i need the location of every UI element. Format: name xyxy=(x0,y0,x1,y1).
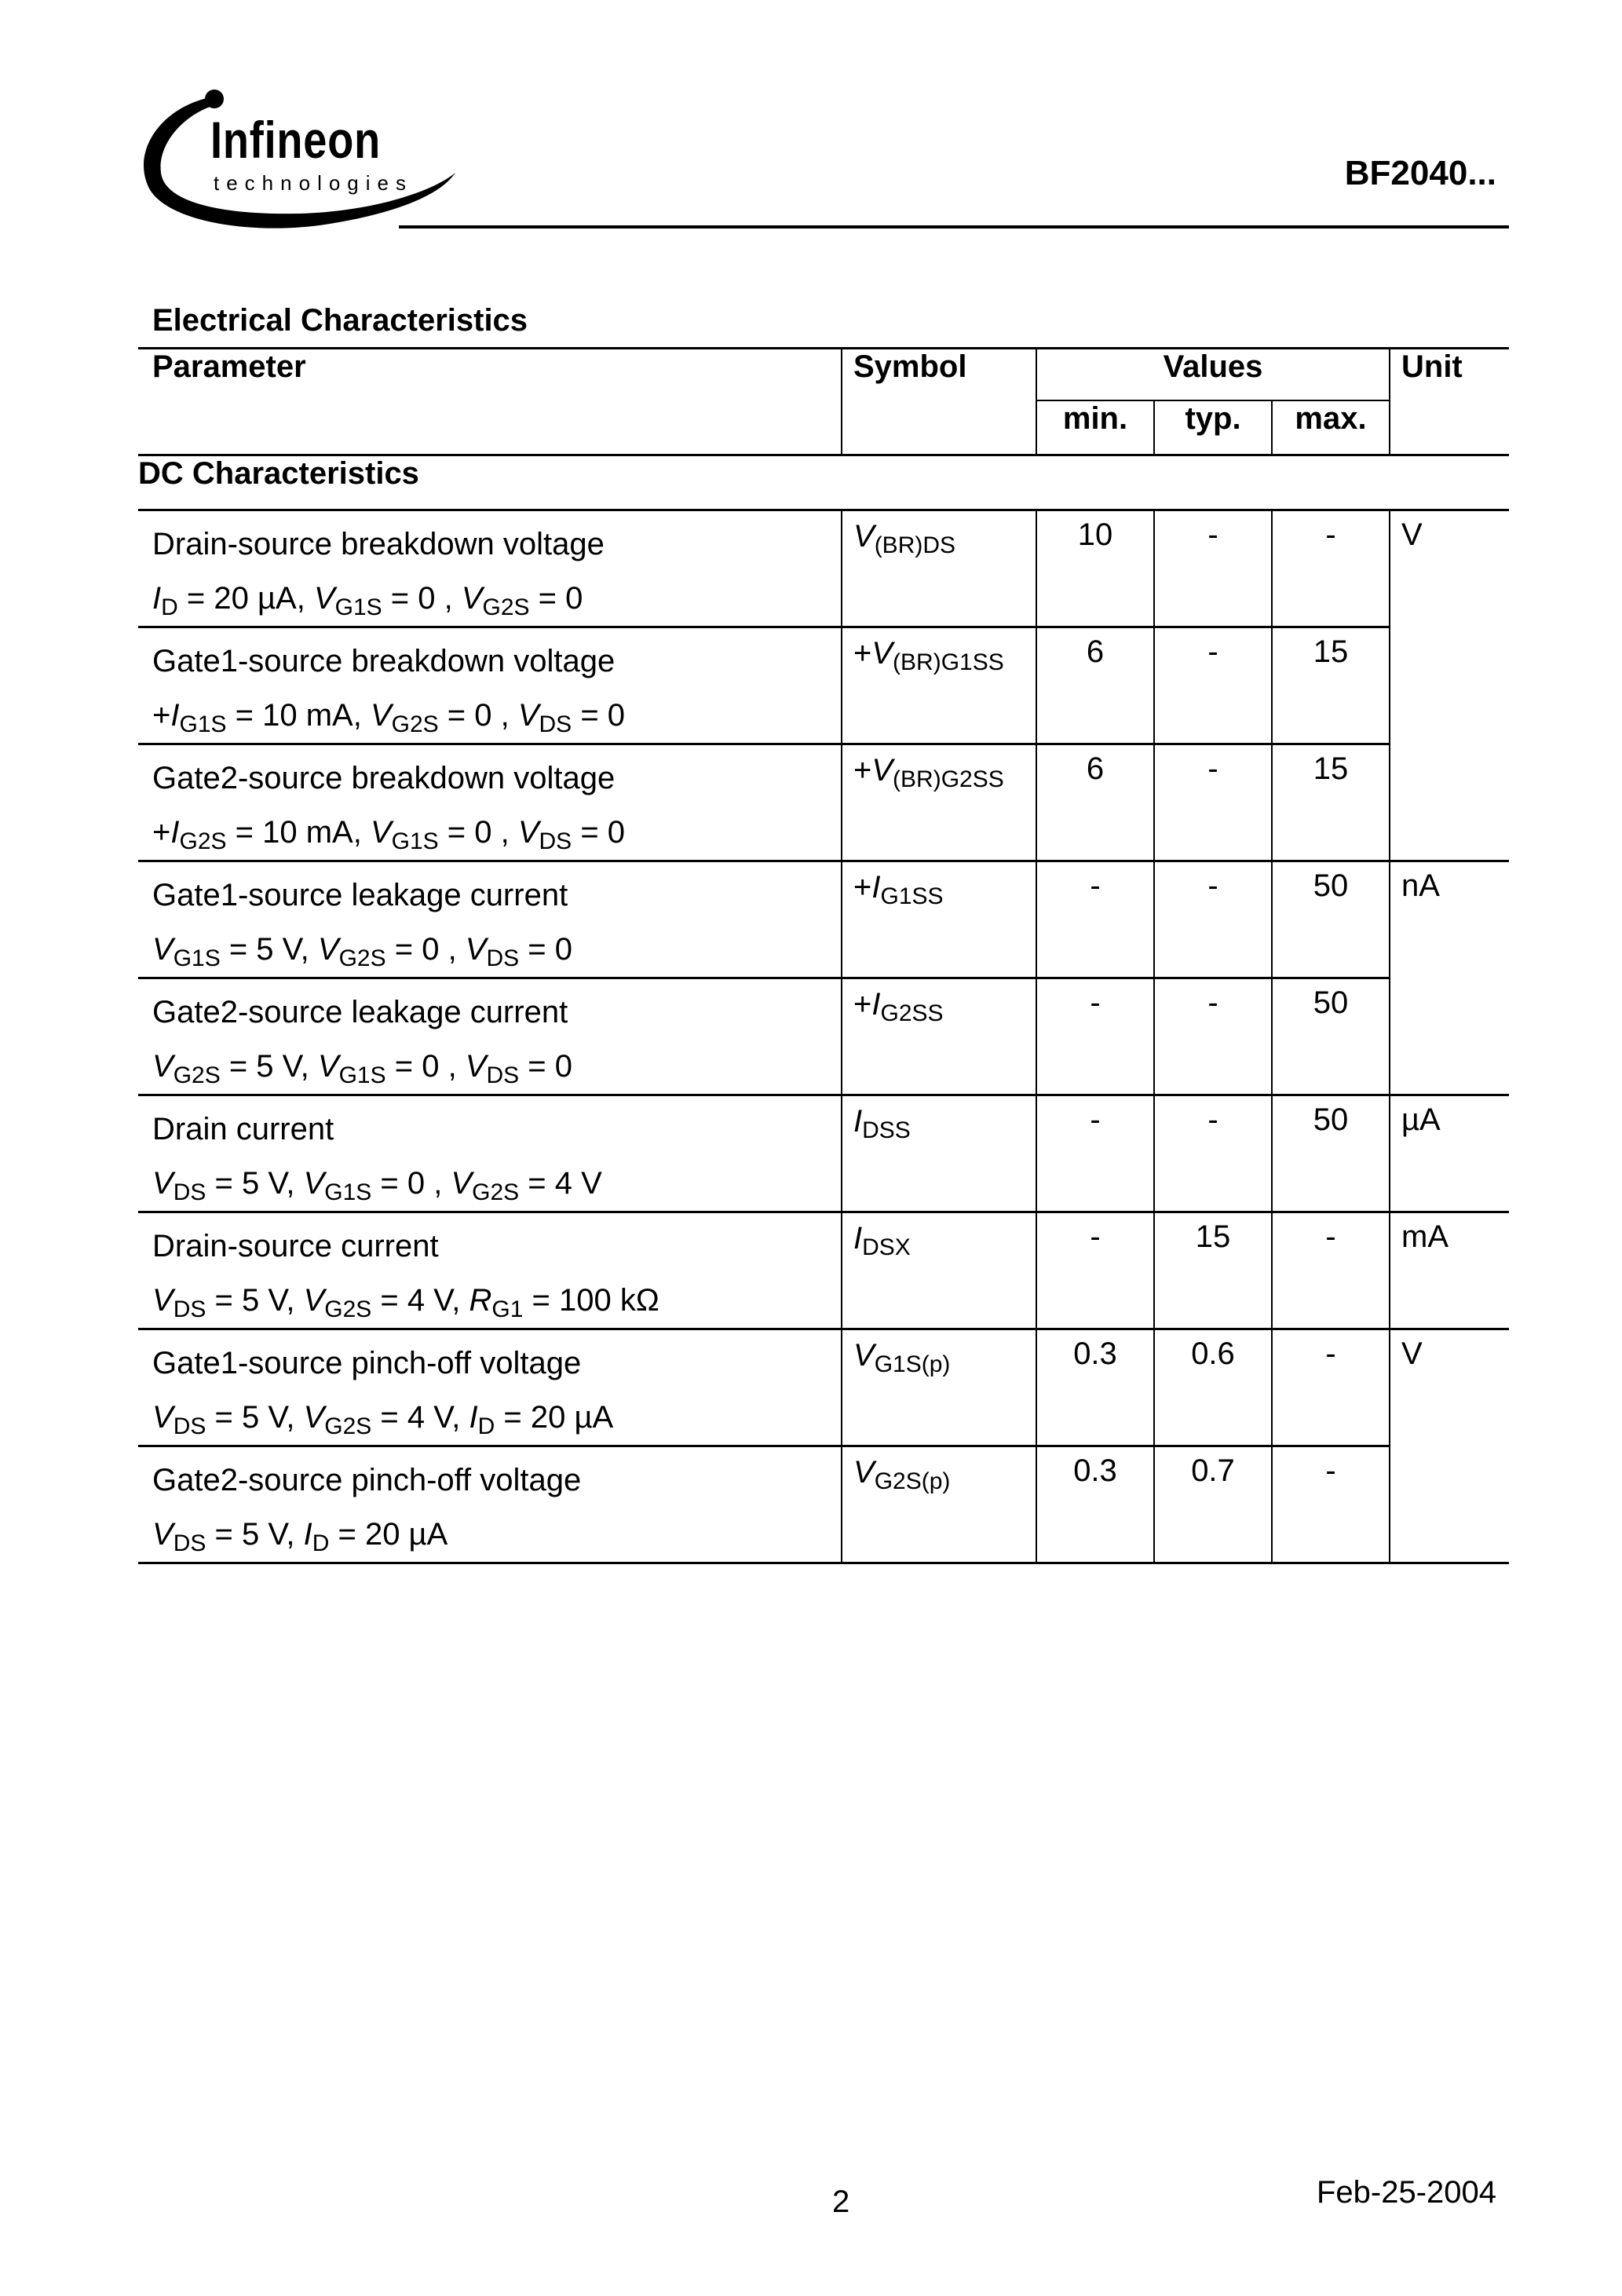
min-cell: - xyxy=(1036,978,1154,1095)
test-condition: $V_{G1S} = 5$ V, $V_{G2S} = 0$ , $V_{DS} = 0$ xyxy=(152,932,573,971)
table-row xyxy=(138,510,1509,627)
col-header-max: max. xyxy=(1272,400,1390,455)
typ-cell: - xyxy=(1154,1095,1272,1212)
test-condition: $+I_{G2S} = 10$ mA, $V_{G1S} = 0$ , $V_{DS} = 0$ xyxy=(152,815,626,854)
table-row xyxy=(138,861,1509,978)
unit-cell xyxy=(1390,744,1509,861)
min-cell: - xyxy=(1036,861,1154,978)
min-cell: 0.3 xyxy=(1036,1446,1154,1563)
logo-wordmark: Infineon xyxy=(210,111,381,169)
parameter-name: Gate2-source breakdown voltage xyxy=(152,761,616,795)
table-row xyxy=(138,978,1509,1095)
min-cell: 0.3 xyxy=(1036,1329,1154,1446)
parameter-name: Drain-source breakdown voltage xyxy=(152,527,605,561)
table-row xyxy=(138,1212,1509,1329)
typ-cell: - xyxy=(1154,510,1272,627)
symbol-cell: $+I_{G2SS}$ xyxy=(842,978,1036,1095)
parameter-name: Gate2-source leakage current xyxy=(152,995,568,1029)
max-cell: - xyxy=(1272,1212,1390,1329)
document-id: BF2040... xyxy=(1344,154,1496,192)
parameter-cell xyxy=(138,510,842,627)
symbol-cell: $I_{DSX}$ xyxy=(842,1212,1036,1329)
parameter-cell xyxy=(138,1212,842,1329)
table-row xyxy=(138,1329,1509,1446)
parameter-cell xyxy=(138,744,842,861)
typ-cell: - xyxy=(1154,627,1272,744)
typ-cell: 15 xyxy=(1154,1212,1272,1329)
max-cell: - xyxy=(1272,1329,1390,1446)
max-cell: 50 xyxy=(1272,978,1390,1095)
infineon-logo xyxy=(133,79,463,236)
table-row xyxy=(138,1446,1509,1563)
symbol-cell: $+V_{(BR)G2SS}$ xyxy=(842,744,1036,861)
parameter-cell xyxy=(138,1095,842,1212)
max-cell: 50 xyxy=(1272,861,1390,978)
col-header-min: min. xyxy=(1036,400,1154,455)
unit-cell xyxy=(1390,627,1509,744)
min-cell: 6 xyxy=(1036,627,1154,744)
unit-cell: mA xyxy=(1390,1212,1509,1329)
parameter-name: Gate1-source breakdown voltage xyxy=(152,644,616,678)
symbol-cell: $V_{(BR)DS}$ xyxy=(842,510,1036,627)
max-cell: 50 xyxy=(1272,1095,1390,1212)
group-row xyxy=(138,455,1509,510)
table-row xyxy=(138,744,1509,861)
symbol-cell: $V_{G2S(p)}$ xyxy=(842,1446,1036,1563)
electrical-characteristics-table xyxy=(138,347,1509,1564)
parameter-cell xyxy=(138,1446,842,1563)
col-header-parameter: Parameter xyxy=(138,349,842,455)
max-cell: - xyxy=(1272,510,1390,627)
parameter-name: Gate1-source pinch-off voltage xyxy=(152,1346,582,1380)
test-condition: $V_{DS} = 5$ V, $V_{G2S} = 4$ V, $R_{G1} = 100$ kΩ xyxy=(152,1283,659,1322)
unit-cell xyxy=(1390,1446,1509,1563)
test-condition: $I_D = 20$ µA, $V_{G1S} = 0$ , $V_{G2S} = 0$ xyxy=(152,581,583,620)
max-cell: 15 xyxy=(1272,744,1390,861)
col-header-unit: Unit xyxy=(1390,349,1509,455)
symbol-cell: $+I_{G1SS}$ xyxy=(842,861,1036,978)
symbol-cell: $I_{DSS}$ xyxy=(842,1095,1036,1212)
symbol-cell: $+V_{(BR)G1SS}$ xyxy=(842,627,1036,744)
unit-cell: V xyxy=(1390,510,1509,627)
typ-cell: - xyxy=(1154,744,1272,861)
symbol-cell: $V_{G1S(p)}$ xyxy=(842,1329,1036,1446)
test-condition: $V_{G2S} = 5$ V, $V_{G1S} = 0$ , $V_{DS} = 0$ xyxy=(152,1049,573,1088)
parameter-cell xyxy=(138,1329,842,1446)
typ-cell: 0.7 xyxy=(1154,1446,1272,1563)
min-cell: - xyxy=(1036,1212,1154,1329)
parameter-name: Gate1-source leakage current xyxy=(152,878,568,912)
group-label: DC Characteristics xyxy=(138,455,1509,510)
header-rule xyxy=(399,225,1509,229)
min-cell: 10 xyxy=(1036,510,1154,627)
test-condition: $V_{DS} = 5$ V, $V_{G1S} = 0$ , $V_{G2S} = 4$ V xyxy=(152,1166,602,1205)
parameter-name: Drain current xyxy=(152,1112,334,1146)
unit-cell: µA xyxy=(1390,1095,1509,1212)
min-cell: - xyxy=(1036,1095,1154,1212)
typ-cell: 0.6 xyxy=(1154,1329,1272,1446)
footer-date: Feb-25-2004 xyxy=(1316,2175,1496,2210)
table-row xyxy=(138,1095,1509,1212)
typ-cell: - xyxy=(1154,978,1272,1095)
section-title: Electrical Characteristics xyxy=(152,303,528,338)
typ-cell: - xyxy=(1154,861,1272,978)
test-condition: $+I_{G1S} = 10$ mA, $V_{G2S} = 0$ , $V_{DS} = 0$ xyxy=(152,698,626,737)
test-condition: $V_{DS} = 5$ V, $I_D = 20$ µA xyxy=(152,1517,448,1556)
test-condition: $V_{DS} = 5$ V, $V_{G2S} = 4$ V, $I_D = 20$ µA xyxy=(152,1400,614,1439)
table-header-row xyxy=(138,349,1509,400)
col-header-values: Values xyxy=(1036,349,1390,400)
unit-cell: V xyxy=(1390,1329,1509,1446)
table-row xyxy=(138,627,1509,744)
parameter-cell xyxy=(138,861,842,978)
col-header-symbol: Symbol xyxy=(842,349,1036,455)
max-cell: 15 xyxy=(1272,627,1390,744)
unit-cell xyxy=(1390,978,1509,1095)
parameter-cell xyxy=(138,627,842,744)
page-number: 2 xyxy=(832,2184,850,2219)
logo-subtitle: technologies xyxy=(214,171,413,195)
unit-cell: nA xyxy=(1390,861,1509,978)
parameter-cell xyxy=(138,978,842,1095)
min-cell: 6 xyxy=(1036,744,1154,861)
max-cell: - xyxy=(1272,1446,1390,1563)
col-header-typ: typ. xyxy=(1154,400,1272,455)
parameter-name: Drain-source current xyxy=(152,1229,439,1263)
parameter-name: Gate2-source pinch-off voltage xyxy=(152,1463,582,1497)
